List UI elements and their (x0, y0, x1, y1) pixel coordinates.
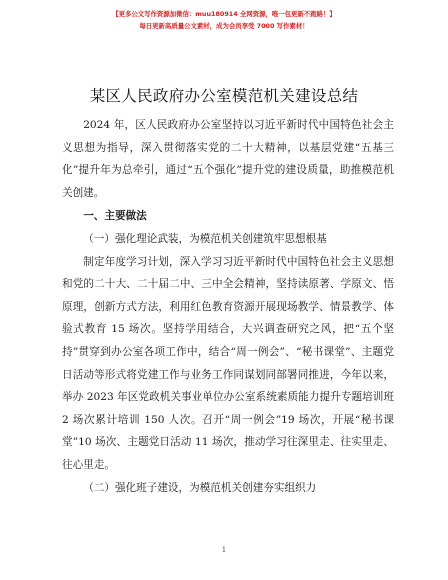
subsection-heading: （二）强化班子建设，为模范机关创建夯实组织力 (83, 481, 317, 494)
promo-banner-line-2: 每日更新高质量公文素材，成为会员享受 7000 写作素材！ (139, 22, 309, 30)
document-body (62, 114, 394, 499)
section-heading: 一、主要做法 (83, 210, 147, 223)
document-title: 某区人民政府办公室模范机关建设总结 (89, 87, 359, 105)
body-paragraph: 制定年度学习计划，深入学习习近平新时代中国特色社会主义思想和党的二十大、二十届二中、三中全会精神，坚持读原著、学原文、悟原理，创新方式方法，利用红色教育资源开展现场教学、情景教学、体验式教育 15 场次。坚持学用结合，大兴调查研究之风，把“五个坚持”贯穿到办公室各项工作中，结合“周一例会”、“秘书课堂”、主题党日活动等形式将党建工作与业务工作同谋划同部署同推进，今年以来，举办 2023 年区党政机关事业单位办公室系统素质能力提升专题培训班 2 场次累计培训 150 人次。召开“周一例会”19 场次，开展“秘书课堂”10 场次、主题党日活动 11 场次，推动学习往深里走、往实里走、往心里走。 (62, 255, 394, 471)
subsection-heading: （一）强化理论武装，为模范机关创建筑牢思想根基 (83, 232, 327, 245)
intro-paragraph: 2024 年，区人民政府办公室坚持以习近平新时代中国特色社会主义思想为指导，深入贯彻落实党的二十大精神，以基层党建“五基三化”提升年为总牵引，通过“五个强化”提升党的建设质量，助推模范机关创建。 (62, 119, 394, 199)
promo-banner-line-1: 【更多公文写作资源加微信：muu180914 全网资源，唯一包更新不跑路！】 (112, 10, 336, 18)
page-number: 1 (221, 546, 227, 554)
promo-banner (0, 8, 448, 32)
